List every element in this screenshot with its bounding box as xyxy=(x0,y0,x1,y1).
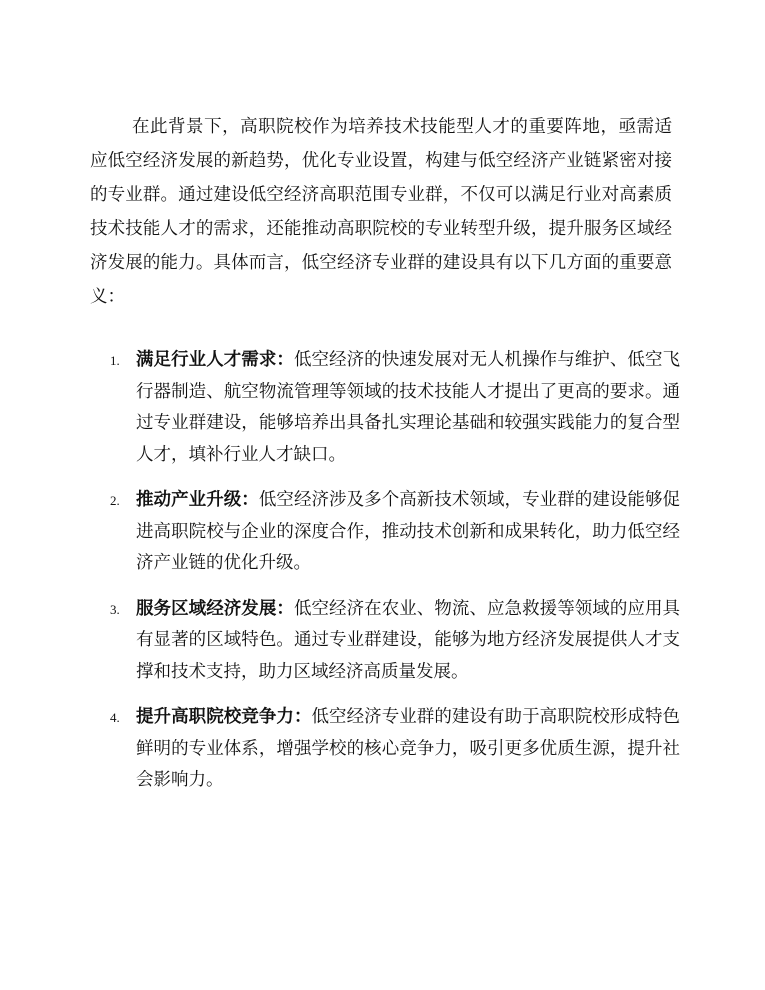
list-item-term: 推动产业升级： xyxy=(136,490,259,510)
list-item-number: 3. xyxy=(110,601,120,617)
intro-paragraph: 在此背景下，高职院校作为培养技术技能型人才的重要阵地，亟需适应低空经济发展的新趋势，优化专业设置，构建与低空经济产业链紧密对接的专业群。通过建设低空经济高职范围专业群，不仅可以满足行业对高素质技术技能人才的需求，还能推动高职院校的专业转型升级，提升服务区域经济发展的能力。具体而言，低空经济专业群的建设具有以下几方面的重要意义： xyxy=(90,117,672,307)
list-item xyxy=(110,485,680,580)
significance-list xyxy=(110,345,680,797)
list-item-term: 服务区域经济发展： xyxy=(136,598,294,619)
list-item-term: 满足行业人才需求： xyxy=(136,350,294,370)
list-item-text: 低空经济在农业、物流、应急救援等领域的应用具有显著的区域特色。通过专业群建设，能够为地方经济发展提供人才支撑和技术支持，助力区域经济高质量发展。 xyxy=(136,598,681,682)
list-item-number: 1. xyxy=(110,353,120,368)
list-item-term: 提升高职院校竞争力： xyxy=(136,707,312,727)
list-item-number: 2. xyxy=(110,493,120,508)
list-item-text: 低空经济专业群的建设有助于高职院校形成特色鲜明的专业体系，增强学校的核心竞争力，吸引更多优质生源，提升社会影响力。 xyxy=(136,707,680,790)
list-item xyxy=(110,594,680,689)
list-item-number: 4. xyxy=(110,710,120,725)
list-item xyxy=(110,345,680,471)
list-item xyxy=(110,702,680,797)
list-item-text: 低空经济涉及多个高新技术领域，专业群的建设能够促进高职院校与企业的深度合作，推动技术创新和成果转化，助力低空经济产业链的优化升级。 xyxy=(136,490,681,573)
list-item-text: 低空经济的快速发展对无人机操作与维护、低空飞行器制造、航空物流管理等领域的技术技能人才提出了更高的要求。通过专业群建设，能够培养出具备扎实理论基础和较强实践能力的复合型人才，填补行业人才缺口。 xyxy=(136,350,681,465)
